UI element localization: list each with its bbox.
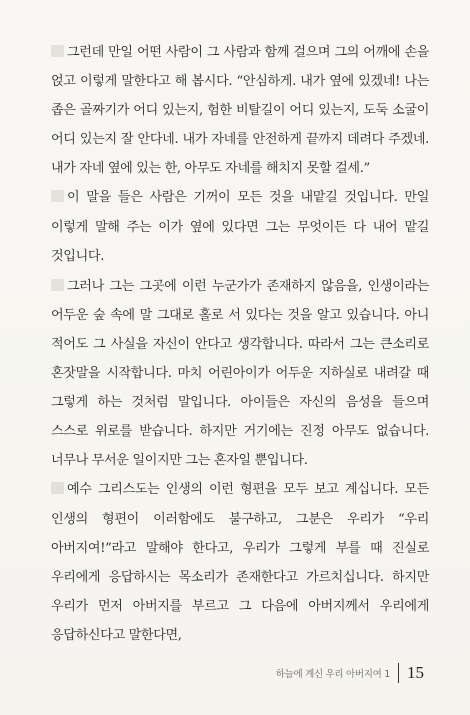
body-text [51, 38, 429, 650]
paragraph-marker [51, 279, 64, 291]
paragraph [51, 272, 429, 476]
paragraph-text: 예수 그리스도는 인생의 이런 형편을 모두 보고 계십니다. 모든 인생의 형편이 이러함에도 불구하고, 그분은 우리가 “우리 아버지여!”라고 말해야 한다고, 우리가 그렇게 부를 때 진실로 우리에게 응답하시는 목소리가 존재한다고 가르치십니다. 하지만 우리가 먼저 아버지를 부르고 그 다음에 아버지께서 우리에게 응답하신다고 말한다면, [51, 482, 429, 643]
paragraph-marker [51, 190, 64, 202]
paragraph-marker [51, 482, 64, 494]
paragraph [51, 38, 429, 183]
running-title: 하늘에 계신 우리 아버지여 1 [275, 669, 390, 680]
footer-divider [398, 663, 399, 683]
page-number: 15 [407, 663, 424, 682]
paragraph-text: 이 말을 들은 사람은 기꺼이 모든 것을 내맡길 것입니다. 만일 이렇게 말해 주는 이가 옆에 있다면 그는 무엇이든 다 내어 맡길 것입니다. [51, 190, 429, 264]
paragraph [51, 475, 429, 650]
paragraph-marker [51, 45, 64, 57]
paragraph [51, 183, 429, 270]
page-footer [276, 661, 424, 685]
paragraph-text: 그런데 만일 어떤 사람이 그 사람과 함께 걸으며 그의 어깨에 손을 얹고 이렇게 말한다고 해 봅시다. “안심하게. 내가 옆에 있겠네! 나는 좁은 골짜기가 어디 있는지, 험한 비탈길이 어디 있는지, 도둑 소굴이 어디 있는지 잘 안다네. 내가 자네를 안전하게 끝까지 데려다 주겠네. 내가 자네 옆에 있는 한, 아무도 자네를 해치지 못할 걸세.” [51, 45, 429, 177]
paragraph-text: 그러나 그는 그곳에 이런 누군가가 존재하지 않음을, 인생이라는 어두운 숲 속에 말 그대로 홀로 서 있다는 것을 알고 있습니다. 아니 적어도 그 사실을 자신이 안다고 생각합니다. 따라서 그는 큰소리로 혼잣말을 시작합니다. 마치 어린아이가 어두운 지하실로 내려갈 때 그렇게 하는 것처럼 말입니다. 아이들은 자신의 음성을 들으며 스스로 위로를 받습니다. 하지만 거기에는 진정 아무도 없습니다. 너무나 무서운 일이지만 그는 혼자일 뿐입니다. [51, 278, 429, 469]
